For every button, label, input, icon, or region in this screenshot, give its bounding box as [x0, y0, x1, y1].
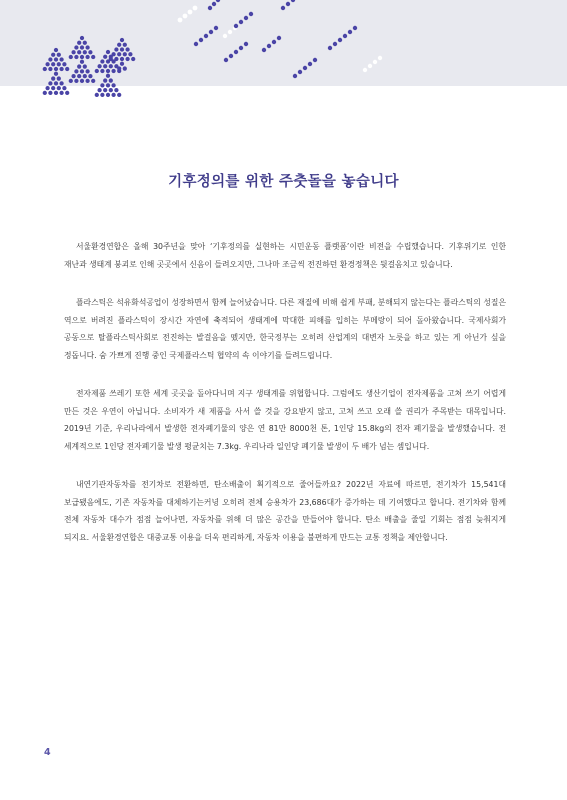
pattern-dot — [120, 38, 124, 42]
pattern-dot — [234, 24, 238, 28]
pattern-dot — [80, 36, 84, 40]
pattern-dot — [77, 50, 81, 54]
pattern-dot — [272, 40, 276, 44]
pattern-dot — [125, 47, 129, 51]
pattern-dot — [95, 69, 99, 73]
pattern-dot — [74, 69, 78, 73]
pattern-dot — [80, 60, 84, 64]
pattern-dot — [45, 86, 49, 90]
pattern-dot — [178, 18, 183, 23]
pattern-dot — [71, 74, 75, 78]
pattern-dot — [338, 38, 342, 42]
pattern-dot — [54, 81, 58, 85]
pattern-dot — [85, 45, 89, 49]
pattern-dot — [85, 69, 89, 73]
pattern-dot — [267, 44, 271, 48]
paragraph: 전자제품 쓰레기 또한 세계 곳곳을 돌아다니며 지구 생태계를 위협합니다. 그럼에도 생산기업이 전자제품을 고쳐 쓰기 어렵게 만든 것은 우연이 아닙니다. 소비자가 새 제품을 사서 쓸 것을 강요받지 않고, 고쳐 쓰고 오래 쓸 권리가 주목받는 대목입니다. 2019년 기준, 우리나라에서 발생한 전자폐기물의 양은 연 81만 8000천 톤, 1인당 15.8kg의 전자 폐기물을 발생했습니다. 전 세계적으로 1인당 전자폐기물 발생 평균치는 7.3kg. 우리나라 일인당 폐기물 발생이 두 배가 넘는 셈입니다. — [64, 389, 506, 451]
pattern-dot — [125, 57, 129, 61]
pattern-dot — [54, 57, 58, 61]
pattern-dot — [353, 26, 357, 30]
pattern-dot — [348, 30, 352, 34]
pattern-dot — [343, 34, 347, 38]
pattern-dot — [51, 76, 55, 80]
pattern-dot — [91, 79, 95, 83]
pattern-dot — [51, 86, 55, 90]
pattern-dot — [281, 6, 285, 10]
pattern-dot — [80, 55, 84, 59]
pattern-dot — [333, 42, 337, 46]
pattern-dot — [106, 74, 110, 78]
pattern-dot — [103, 55, 107, 59]
pattern-dot — [88, 50, 92, 54]
pattern-dot — [83, 41, 87, 45]
pattern-dot — [109, 88, 113, 92]
pattern-dot — [69, 55, 73, 59]
pattern-dot — [308, 62, 312, 66]
pattern-dot — [65, 91, 69, 95]
pattern-dot — [234, 50, 238, 54]
pattern-dot — [373, 60, 377, 64]
pattern-dot — [54, 91, 58, 95]
pattern-dot — [188, 10, 193, 15]
pattern-dot — [120, 57, 124, 61]
pattern-dot — [106, 93, 110, 97]
pattern-dot — [216, 0, 220, 2]
header-dot-pattern — [0, 0, 567, 100]
pattern-dot — [228, 30, 232, 34]
pattern-dot — [363, 68, 367, 72]
pattern-dot — [59, 81, 63, 85]
pattern-dot — [111, 93, 115, 97]
pattern-dot — [54, 48, 58, 52]
pattern-dot — [97, 88, 101, 92]
article-body — [64, 238, 506, 567]
pattern-dot — [59, 57, 63, 61]
pattern-dot — [114, 57, 118, 61]
pattern-dot — [103, 78, 107, 82]
pattern-dot — [59, 91, 63, 95]
pattern-dot — [100, 69, 104, 73]
pattern-dot — [74, 79, 78, 83]
pattern-dot — [83, 50, 87, 54]
pattern-dot — [224, 58, 228, 62]
pattern-dot — [244, 16, 248, 20]
pattern-dot — [45, 62, 49, 66]
pattern-dot — [77, 41, 81, 45]
pattern-dot — [286, 2, 290, 6]
pattern-dot — [109, 57, 113, 61]
pattern-dot — [123, 43, 127, 47]
pattern-dot — [114, 88, 118, 92]
pattern-dot — [48, 91, 52, 95]
pattern-dot — [277, 36, 281, 40]
pattern-dot — [111, 83, 115, 87]
pattern-dot — [291, 0, 295, 2]
pattern-dot — [103, 64, 107, 68]
pattern-dot — [223, 34, 227, 38]
pattern-dot — [51, 53, 55, 57]
pattern-dot — [57, 53, 61, 57]
pattern-dot — [97, 64, 101, 68]
pattern-dot — [199, 38, 203, 42]
pattern-dot — [91, 55, 95, 59]
pattern-dot — [109, 64, 113, 68]
pattern-dot — [193, 6, 198, 11]
pattern-dot — [62, 62, 66, 66]
pattern-dot — [48, 81, 52, 85]
pattern-dot — [194, 42, 198, 46]
pattern-dot — [43, 67, 47, 71]
pattern-dot — [83, 74, 87, 78]
pattern-dot — [183, 14, 188, 19]
page-number: 4 — [44, 747, 51, 758]
pattern-dot — [69, 79, 73, 83]
pattern-dot — [88, 74, 92, 78]
pattern-dot — [239, 46, 243, 50]
pattern-dot — [48, 67, 52, 71]
pattern-dot — [71, 50, 75, 54]
pattern-dot — [131, 57, 135, 61]
pattern-dot — [80, 69, 84, 73]
pattern-dot — [123, 66, 127, 70]
pattern-dot — [109, 78, 113, 82]
pattern-dot — [85, 79, 89, 83]
pattern-dot — [298, 70, 302, 74]
pattern-dot — [100, 83, 104, 87]
pattern-dot — [212, 2, 216, 6]
pattern-dot — [77, 64, 81, 68]
pattern-dot — [214, 26, 218, 30]
pattern-dot — [57, 86, 61, 90]
pattern-dot — [249, 12, 253, 16]
pattern-dot — [80, 79, 84, 83]
pattern-dot — [57, 76, 61, 80]
pattern-dot — [48, 57, 52, 61]
pattern-dot — [244, 42, 248, 46]
paragraph: 플라스틱은 석유화석공업이 성장하면서 함께 늘어났습니다. 다른 재질에 비해 쉽게 부패, 분해되지 않는다는 플라스틱의 성질은 역으로 버려진 플라스틱이 장시간 자연에 축적되어 생태계에 막대한 피해를 입히는 부메랑이 되어 돌아왔습니다. 국제사회가 공동으로 탈플라스틱사회로 전진하는 발걸음을 뗐지만, 한국정부는 오히려 산업계의 대변자 노릇을 하고 있는 게 아닌가 싶을 정돕니다. 숨 가쁘게 진행 중인 국제플라스틱 협약의 속 이야기를 들려드립니다. — [64, 298, 506, 360]
pattern-dot — [100, 59, 104, 63]
pattern-dot — [209, 30, 213, 34]
pattern-dot — [117, 43, 121, 47]
pattern-dot — [313, 58, 317, 62]
pattern-dot — [103, 88, 107, 92]
pattern-dot — [59, 67, 63, 71]
paragraph: 내연기관자동차를 전기차로 전환하면, 탄소배출이 획기적으로 줄어들까요? 2022년 자료에 따르면, 전기차가 15,541대 보급됐음에도, 기존 자동차를 대체하기는커녕 오히려 전체 승용차가 23,686대가 증가하는 데 기여했다고 합니다. 전기차와 함께 전체 자동차 대수가 점점 늘어나면, 자동차를 위해 더 많은 공간을 만들어야 합니다. 탄소 배출을 줄일 기회는 점점 늦춰지게 되지요. 서울환경연합은 대중교통 이용을 더욱 편리하게, 자동차 이용을 불편하게 만드는 교통 정책을 제안합니다. — [64, 480, 506, 542]
pattern-dot — [120, 62, 124, 66]
pattern-dot — [111, 69, 115, 73]
pattern-dot — [51, 62, 55, 66]
pattern-dot — [120, 47, 124, 51]
pattern-dot — [80, 45, 84, 49]
pattern-dot — [106, 69, 110, 73]
pattern-dot — [117, 52, 121, 56]
pattern-dot — [229, 54, 233, 58]
pattern-dot — [57, 62, 61, 66]
pattern-dot — [117, 66, 121, 70]
pattern-dot — [293, 74, 297, 78]
pattern-dot — [303, 66, 307, 70]
pattern-dot — [74, 55, 78, 59]
pattern-dot — [54, 72, 58, 76]
pattern-dot — [111, 52, 115, 56]
pattern-dot — [117, 93, 121, 97]
pattern-dot — [43, 91, 47, 95]
pattern-dot — [106, 83, 110, 87]
pattern-dot — [328, 46, 332, 50]
pattern-dot — [54, 67, 58, 71]
pattern-dot — [239, 20, 243, 24]
pattern-dot — [368, 64, 372, 68]
pattern-dot — [100, 93, 104, 97]
pattern-dot — [77, 74, 81, 78]
pattern-dot — [106, 50, 110, 54]
pattern-dot — [378, 56, 382, 60]
pattern-dot — [83, 64, 87, 68]
pattern-dot — [208, 6, 212, 10]
pattern-dot — [123, 52, 127, 56]
pattern-dot — [85, 55, 89, 59]
pattern-dot — [95, 93, 99, 97]
page-title: 기후정의를 위한 주춧돌을 놓습니다 — [168, 173, 399, 190]
pattern-dot — [114, 47, 118, 51]
pattern-dot — [128, 52, 132, 56]
pattern-dot — [65, 67, 69, 71]
pattern-dot — [74, 45, 78, 49]
paragraph: 서울환경연합은 올해 30주년을 맞아 ‘기후정의를 실현하는 시민운동 플랫폼’이란 비전을 수립했습니다. 기후위기로 인한 재난과 생태계 붕괴로 인해 곳곳에서 신음이 들려오지만, 그나마 조금씩 전진하던 환경정책은 뒷걸음치고 있습니다. — [64, 242, 506, 269]
pattern-dot — [262, 48, 266, 52]
pattern-dot — [204, 34, 208, 38]
pattern-dot — [62, 86, 66, 90]
